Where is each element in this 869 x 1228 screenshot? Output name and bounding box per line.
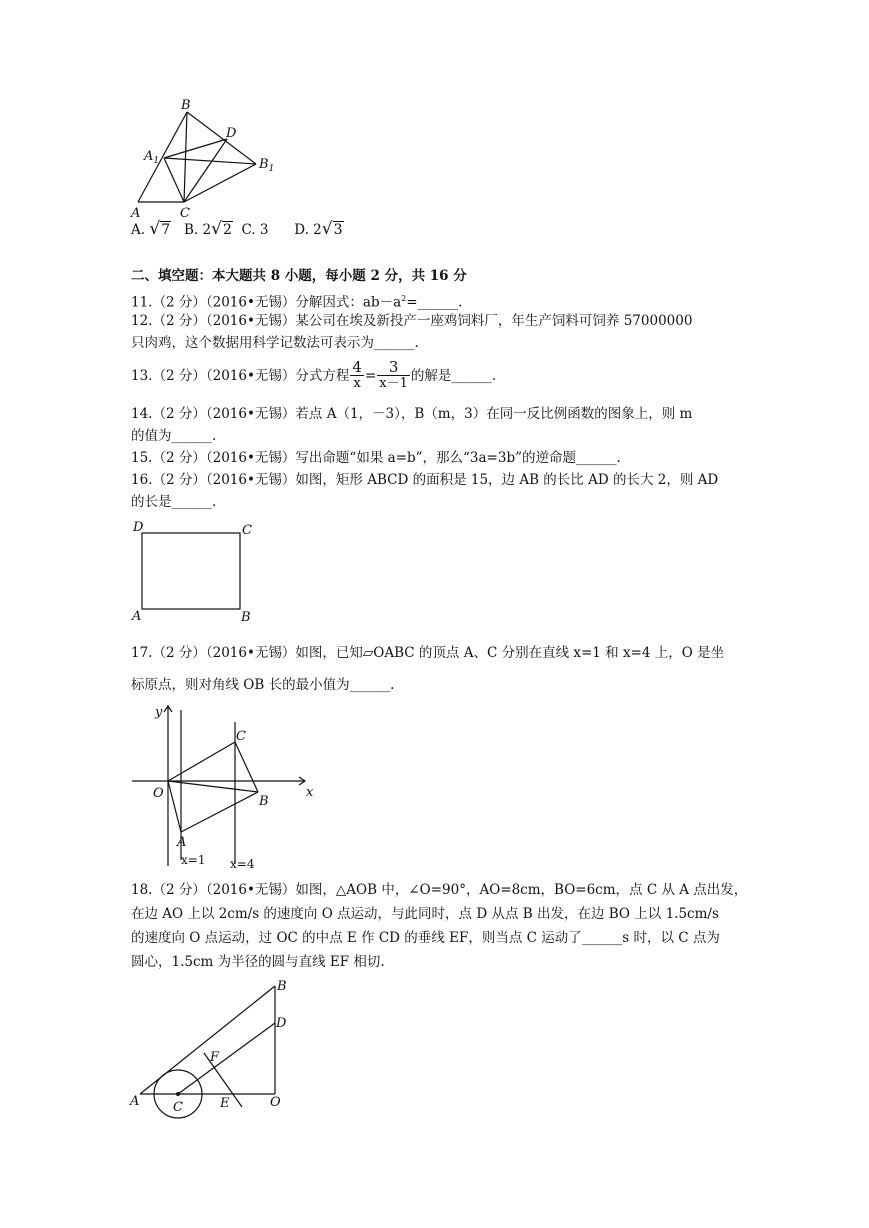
label-x-equals-1: x=1 (181, 853, 206, 867)
label-B: B (241, 610, 251, 625)
label-C: C (180, 206, 190, 220)
question-18-line1: 18.（2 分）（2016•无锡）如图，△AOB 中，∠O=90°，AO=8cm，BO=6cm，点 C 从 A 点出发， (131, 882, 748, 898)
seg-B-B1 (187, 112, 256, 164)
label-x-equals-4: x=4 (230, 857, 255, 871)
seg-B-C (184, 112, 187, 202)
option-c: C. 3 (241, 222, 269, 238)
label-A: A (131, 206, 141, 220)
question-12-line1: 12.（2 分）（2016•无锡）某公司在埃及新投产一座鸡饲料厂，年生产饲料可饲养 57000000 (131, 313, 693, 329)
label-B: B (277, 979, 287, 994)
question-11: 11.（2 分）（2016•无锡）分解因式：$ab-a^2=\_\_\_\_\_\_$. (131, 294, 463, 311)
label-O: O (153, 786, 164, 801)
point-C (176, 1092, 180, 1096)
label-A: A (177, 835, 187, 850)
section-heading: 二、填空题：本大题共 8 小题，每小题 2 分，共 16 分 (131, 268, 467, 284)
option-d: D. 2√3 (294, 219, 343, 239)
label-D: D (133, 520, 144, 535)
question-14-line2: 的值为______. (131, 428, 217, 444)
label-y: y (155, 705, 163, 720)
seg-A1-D (164, 139, 227, 158)
figure-q10-triangles (128, 98, 288, 220)
question-17-line2: 标原点，则对角线 OB 长的最小值为______. (131, 677, 395, 693)
label-B1: $B_1$ (259, 157, 275, 174)
figure-q17-coordinate-plane (128, 700, 323, 872)
seg-C-D (184, 139, 227, 202)
question-16-line1: 16.（2 分）（2016•无锡）如图，矩形 ABCD 的面积是 15，边 AB 的长比 AD 的长大 2，则 AD (131, 472, 719, 488)
question-18-line4: 圆心，1.5cm 为半径的圆与直线 EF 相切. (131, 954, 385, 970)
rectangle-ABCD (142, 533, 240, 609)
question-17-line1: 17.（2 分）（2016•无锡）如图，已知▱OABC 的顶点 A、C 分别在直线 x=1 和 x=4 上，O 是坐 (131, 645, 725, 661)
fraction-3-over-x-minus-1: $\frac{3}{x-1}$ (379, 357, 408, 391)
label-A1: $A_1$ (144, 149, 160, 166)
label-C: C (173, 1100, 183, 1115)
label-C: C (242, 523, 252, 538)
question-18-line3: 的速度向 O 点运动，过 OC 的中点 E 作 CD 的垂线 EF，则当点 C 运动了______s 时，以 C 点为 (131, 930, 720, 946)
label-B: B (259, 794, 269, 809)
label-E: E (220, 1096, 230, 1111)
question-15: 15.（2 分）（2016•无锡）写出命题“如果 a=b”，那么“3a=3b”的逆命题______. (131, 450, 621, 466)
seg-C-B (235, 742, 258, 792)
label-F: F (210, 1050, 220, 1065)
label-C: C (236, 729, 246, 744)
label-A: A (132, 609, 142, 624)
seg-O-C (168, 742, 235, 781)
label-B: B (181, 98, 191, 113)
figure-q18-triangle-circle (128, 974, 293, 1122)
option-b: B. 2√2 (184, 219, 232, 239)
seg-C-D (178, 1023, 275, 1094)
label-x: x (306, 785, 314, 800)
label-O: O (270, 1095, 281, 1110)
figure-q16-rectangle (128, 518, 258, 626)
question-14-line1: 14.（2 分）（2016•无锡）若点 A（1，－3），B（m，3）在同一反比例函数的图象上，则 m (131, 406, 693, 422)
label-A: A (130, 1094, 140, 1109)
seg-C-B1 (184, 164, 256, 202)
question-18-line2: 在边 AO 上以 2cm/s 的速度向 O 点运动，与此同时，点 D 从点 B 出发，在边 BO 上以 1.5cm/s (131, 906, 719, 922)
option-a: A. √7 (131, 219, 171, 239)
fraction-4-over-x: $\frac{4}{x}$ (352, 357, 362, 391)
question-12-line2: 只肉鸡，这个数据用科学记数法可表示为______. (131, 335, 419, 351)
seg-A1-C (164, 158, 184, 202)
question-13: 13.（2 分）（2016•无锡）分式方程 $\frac{4}{x}$ = $\frac{3}{x-1}$ 的解是______. (131, 357, 497, 391)
label-D: D (276, 1016, 287, 1031)
question-16-line2: 的长是______. (131, 494, 217, 510)
seg-O-A (168, 781, 181, 832)
q10-options (131, 219, 344, 240)
label-D: D (226, 126, 237, 141)
seg-A-B (181, 792, 258, 832)
